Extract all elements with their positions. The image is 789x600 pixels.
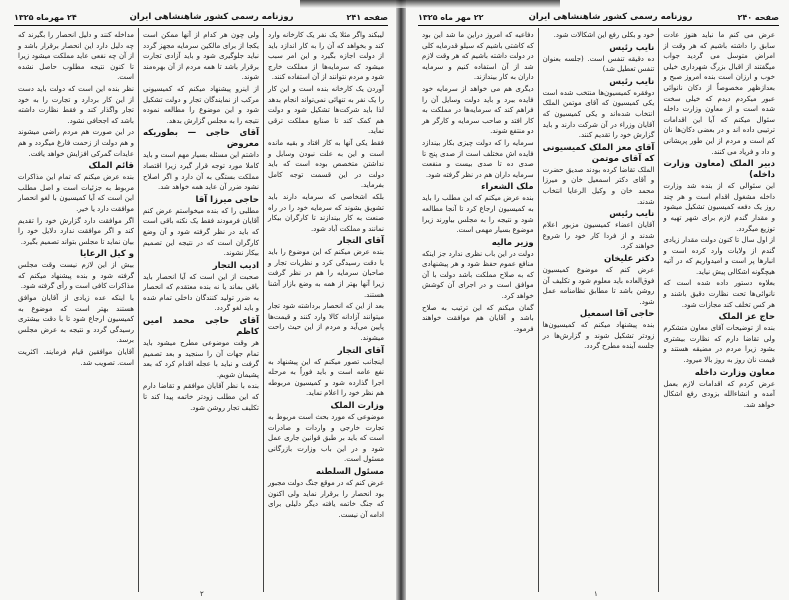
newspaper-title: روزنامه رسمی کشور شاهنشاهی ایران (528, 12, 693, 22)
paragraph: بنده عرض میکنم که این موضوع را باید با دقت رسیدگی کرد و نظریات تجار و صاحبان سرمایه را هم در نظر گرفت زیرا آنها بهتر از همه به وضع بازار آشنا هستند. (268, 248, 384, 299)
paragraph: آوردن یک کارخانه بنده است و این کار را یک نفر به تنهائی نمی‌تواند انجام بدهد لذا باید شرکت‌ها تشکیل شود و دولت هم کمک کند تا صنایع مملکت ترقی نماید. (268, 84, 384, 136)
paragraph: دیگری هم می خواهد از سرمایه خود فایده ببرد و باید دولت وسایل آن را فراهم کند که سرمایه‌ها در مملکت به کار افتد و صاحب سرمایه و کارگر هر دو منتفع شوند. (421, 84, 534, 136)
text-column (658, 28, 779, 592)
paragraph: آقایان اعضاء کمیسیون مزبور اعلام شدند و از فردا کار خود را شروع خواهند کرد. (542, 221, 655, 251)
speaker-heading: معاون وزارت داخله (694, 367, 775, 378)
paragraph: داشتم این مسئله بسیار مهم است و باید کاملا مورد توجه قرار گیرد زیرا اقتصاد مملکت بستگی به آن دارد و اگر اصلاح نشود ضرر آن عاید همه خواهد شد. (143, 151, 259, 192)
page-gutter (396, 0, 406, 600)
paragraph: خود و بکلی رفع این اشکالات شود. (553, 31, 655, 39)
paragraph: عرض کنم که در موقع جنگ دولت مجبور بود انحصار را برقرار نماید ولی اکنون که جنگ خاتمه یافته دیگر دلیلی برای ادامه آن نیست. (268, 478, 384, 519)
paragraph: گمان میکنم که این ترتیب به صلاح باشد و آقایان هم موافقت خواهند فرمود. (421, 303, 534, 333)
paragraph: موضوعی که مورد بحث است مربوط به تجارت خارجی و واردات و صادرات است که باید بر طبق قوانین جاری عمل شود و در این باب وزارت بازرگانی مسئول است. (268, 413, 384, 464)
header-rule (14, 25, 388, 26)
paragraph: از اینرو پیشنهاد میکنم که کمیسیونی مرکب از نمایندگان تجار و دولت تشکیل شود و این موضوع را مطالعه نموده نتیجه را به مجلس گزارش بدهد. (143, 84, 259, 125)
page-header (418, 10, 779, 24)
speaker-heading: حاج عز الملک (718, 312, 775, 323)
paragraph: لیبکند واگر مثلا یک نفر یک کارخانه وارد کند و بخواهد که آن را به کار اندازد باید از دولت اجازه بگیرد و این امر سبب میشود که سرمایه‌ها از مملکت خارج شود و مردم نتوانند از آن استفاده کنند. (268, 31, 384, 82)
speaker-heading: نایب رئیس (609, 76, 655, 87)
paragraph: دوفقره کمیسیون‌ها منتخب شده است یکی کمیسیون که آقای موتمن الملک انتخاب شده‌اند و یکی کمیسیون که آقایان وزراء در آن شرکت دارند و باید گزارش خود را تقدیم کنند. (542, 88, 655, 140)
paragraph: فقط یکی آنها به کار افتاد و بقیه مانده است و این به علت نبودن وسایل و نداشتن متخصص بوده است که باید دولت در این قسمت توجه کامل بفرماید. (268, 138, 384, 190)
speaker-heading: قائم الملک (88, 161, 134, 172)
text-column (14, 28, 138, 592)
paragraph: صحبت از این است که آیا انحصار باید باقی بماند یا نه بنده معتقدم که انحصار به ضرر تولید کنندگان داخلی تمام شده و باید لغو گردد. (143, 272, 259, 313)
page-number: صفحه ۲۴۱ (346, 12, 388, 22)
paragraph: هر وقت موضوعی مطرح میشود باید تمام جهات آن را سنجید و بعد تصمیم گرفت و نباید با عجله اقدام کرد که بعد پشیمان شویم. (143, 339, 259, 379)
speaker-heading: آقای التجار (337, 236, 384, 247)
paragraph: بنده پیشنهاد میکنم که کمیسیون‌ها زودتر تشکیل شوند و گزارش‌ها در جلسه آینده مطرح گردد. (542, 321, 655, 351)
paragraph: آقایان موافقین قیام فرمایند. اکثریت است. تصویب شد. (18, 348, 134, 367)
paragraph: بنده با نظر آقایان موافقم و تقاضا دارم که این مطلب زودتر خاتمه پیدا کند تا تکلیف تجار روشن شود. (143, 382, 259, 412)
paragraph: بعد از این که انحصار برداشته شود تجار میتوانند آزادانه کالا وارد کنند و قیمت‌ها پایین می‌آید و مردم از این حیث راحت میشوند. (268, 302, 384, 343)
speaker-heading: آقای حاجی — بطوریکه معروض (143, 128, 259, 150)
speaker-heading: دکتر علیخان (603, 253, 655, 264)
speaker-heading: آقای حاجی محمد امین کاظم (143, 316, 259, 338)
right-page (404, 0, 789, 600)
paragraph: عرض کردم که اقدامات لازم بعمل آمده و انشاءالله بزودی رفع اشکال خواهد شد. (663, 379, 775, 409)
paragraph: ده دقیقه تنفس است. (جلسه بعنوان تنفس تعطیل شد) (542, 54, 655, 74)
speaker-heading: وزیر مالیه (491, 237, 534, 248)
text-column (418, 28, 538, 592)
speaker-heading: آقای معز الملک کمیسیونی که آقای موتمن (542, 142, 655, 164)
speaker-heading: نایب رئیس (609, 209, 655, 220)
paragraph: نظر بنده این است که دولت باید دست از این کار بردارد و تجارت را به خود تجار واگذار کند و فقط نظارت داشته باشد که اجحافی نشود. (18, 84, 134, 125)
text-column (138, 28, 263, 592)
paragraph: ولی چون هر کدام از آنها ممکن است یکجا از برای مالکین سرمایه مجهز گردد نباید جلوگیری شود و باید آزادی تجارت برقرار باشد تا همه مردم از آن بهره‌مند شوند. (143, 31, 259, 82)
paragraph: بنده از توضیحات آقای معاون متشکرم ولی تقاضا دارم که نظارت بیشتری بشود زیرا مردم در مضیقه هستند و قیمت نان روز به روز بالا میرود. (663, 324, 775, 365)
paragraph: سرمایه را که دولت چیزی بکار بیندازد فایده اش مختلف است از صدی پنج تا صدی ده تا صدی بیست و منفعت سرمایه داران هم در نظر گرفته شود. (421, 138, 534, 179)
speaker-heading: ملک الشعراء (481, 182, 534, 193)
text-column (263, 28, 388, 592)
header-rule (418, 25, 779, 26)
columns (418, 28, 779, 592)
speaker-heading: و کیل الرعایا (80, 249, 134, 260)
paragraph: این سئوالی که از بنده شد وزارت داخله مشغول اقدام است و هر چند روز یک دفعه کمیسیون تشکیل میشود و مقدار گندم لازم برای شهر تهیه و توزیع میگردد. (663, 182, 775, 233)
paragraph: عرض می کنم ما نباید هنوز عادت سابق را داشته باشیم که هر وقت از امراض متوسل می گردید جواب میگفتند از اقبال بزرگ شهرداری خیلی خوب و ارزان است بنده امروز صبح و بعدازظهر مخصوصاً از دکان نانوائی عبور میکردم دیدم که خیلی سخت شده است و از معاون وزارت داخله سئوال میکنم که آیا این اقدامات ترتیبی داده اند و در بعضی دکان‌ها نان کم است و مردم از این طور پریشانی و داد و فریاد می کنند. (663, 31, 775, 156)
paragraph: اگر موافقت دارد گزارش خود را تقدیم کند و اگر موافقت ندارد دلایل خود را بیان نماید تا مجلس بتواند تصمیم بگیرد. (18, 216, 134, 246)
speaker-heading: نایب رئیس (609, 42, 655, 53)
speaker-heading: حاجی آقا اسمعیل (579, 309, 655, 320)
paragraph: بعلاوه دستور داده شده است که نانوائی‌ها تحت نظارت دقیق باشند و هر کس تخلف کند مجازات شود. (663, 279, 775, 309)
columns (14, 28, 388, 592)
paragraph: با اینکه عده زیادی از آقایان موافق هستند بهتر است که موضوع به کمیسیون ارجاع شود تا با دقت بیشتری رسیدگی گردد و نتیجه به عرض مجلس برسد. (18, 294, 134, 345)
issue-date: ۲۴ مهرماه ۱۳۲۵ (14, 12, 77, 22)
paragraph: بنده عرض میکنم که این مطلب را باید به کمیسیون ارجاع کرد تا آنجا مطالعه شود و نتیجه را به مجلس بیاورند زیرا موضوع بسیار مهمی است. (421, 194, 534, 235)
issue-date: ۲۲ مهر ماه ۱۳۲۵ (418, 12, 484, 22)
scan-shadow (300, 0, 560, 8)
newspaper-title: روزنامه رسمی کشور شاهنشاهی ایران (129, 12, 294, 22)
paragraph: عرض کنم که موضوع کمیسیون فوق‌العاده باید معلوم شود و تکلیف آن روشن باشد تا مطابق نظامنامه عمل شود. (542, 265, 655, 306)
speaker-heading: ادیب التجار (212, 260, 259, 271)
speaker-heading: دبیر الملک (معاون وزارت داخله) (663, 159, 775, 181)
paragraph: بلکه اشخاصی که سرمایه دارند باید تشویق بشوند که سرمایه خود را در راه صنعت به کار بیندازند تا کارگران بیکار نمانند و مملکت آباد شود. (268, 192, 384, 233)
footer-number: ۲ (200, 590, 204, 598)
paragraph: در این صورت هم مردم راضی میشوند و هم دولت از زحمت فارغ میگردد و هم عایدات گمرکی افزایش خواهد یافت. (18, 128, 134, 158)
speaker-heading: مسئول السلطنه (315, 466, 384, 477)
speaker-heading: وزارت الملک (330, 401, 384, 411)
paragraph: اینجانب تصور میکنم که این پیشنهاد به نفع عامه است و باید فوراً به مرحله اجرا گذارده شود و کمیسیون مربوطه هم نظر خود را اعلام نماید. (268, 357, 384, 398)
speaker-heading: آقای التجار (337, 345, 384, 356)
page-header (14, 10, 388, 24)
paragraph: الملک تقاضا کرده بودند صدیق حضرت و آقای دکتر اسمعیل خان و میرزا محمد خان و وکیل الرعایا انتخاب شدند. (542, 165, 655, 206)
paragraph: از اول سال تا کنون دولت مقدار زیادی گندم از ولایات وارد کرده است و انبارها پر است و امیدواریم که در آتیه هیچگونه اشکالی پیش نیاید. (663, 236, 775, 276)
footer-number: ۱ (594, 590, 598, 598)
paragraph: دفاعیه که امروز دراین ما شد این بود که کاشتی باشیم که سیلو قدرمایه کلی در دولت داشته باشیم که هر وقت لازم شد از آن استفاده کنیم و سرمایه داران به کار بیندازند. (421, 31, 534, 82)
paragraph: بیش از این لازم نیست وقت مجلس گرفته شود و بنده پیشنهاد میکنم که مذاکرات کافی است و رأی گرفته شود. (18, 261, 134, 291)
paragraph: مطلبی را که بنده میخواستم عرض کنم آقایان فرمودند فقط یک نکته باقی است که باید در نظر گرفته شود و آن وضع کارگران است که در نتیجه این تصمیم بیکار نشوند. (143, 206, 259, 258)
text-column (538, 28, 659, 592)
page-number: صفحه ۲۴۰ (737, 12, 779, 22)
paragraph: بنده عرض میکنم که تمام این مذاکرات مربوط به جزئیات است و اصل مطلب این است که آیا کمیسیون با لغو انحصار موافقت دارد یا خیر. (18, 173, 134, 213)
speaker-heading: حاجی میرزا آقا (195, 194, 259, 205)
paragraph: مداخله کنند و دلیل انحصار را بگیرند که چه دلیل دارد این انحصار برقرار باشد و از آن چه نفعی عاید مملکت میشود زیرا تا کنون نتیجه مطلوب حاصل نشده است. (18, 31, 134, 82)
paragraph: دولت در این باب نظری ندارد جز اینکه منافع عموم حفظ شود و هر پیشنهادی که به صلاح مملکت باشد دولت با آن موافق است و در اجرای آن کوشش خواهد کرد. (421, 249, 534, 301)
